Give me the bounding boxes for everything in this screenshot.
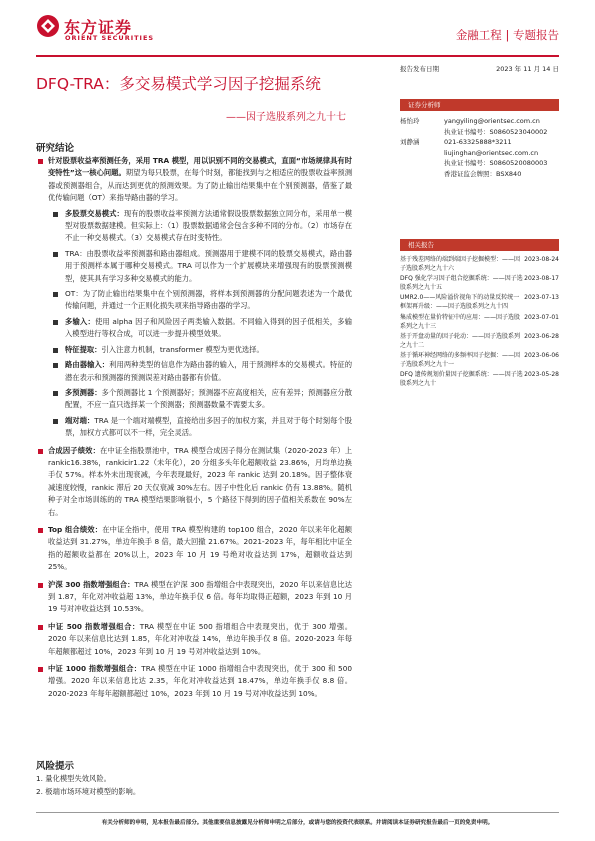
conclusion-subpoint: OT：为了防止输出结果集中在个别预测器，将样本到预测器的分配问题表述为一个最优传输问题，并通过一个正则化损失项来指导路由器的学习。 (36, 288, 352, 313)
report-category: 金融工程 | 专题报告 (455, 28, 559, 42)
related-report-item[interactable]: 基于循环神经网络的多频率因子挖掘：——因子选股系列之九十一 2023-06-06 (400, 351, 559, 368)
analysts-block (400, 116, 559, 180)
analyst-name: 刘静涵 (400, 138, 420, 147)
cert-number: S0860523040002 (489, 127, 548, 136)
related-report-item[interactable]: DFQ 强化学习因子组合挖掘系统：——因子选股系列之九十五 2023-08-17 (400, 275, 559, 292)
conclusion-subpoint: 端对端：TRA 是一个端对端模型，直接给出多因子的加权方案，并且对于每个时刻每个股票，加权方式都可以不一样，完全灵活。 (36, 415, 352, 440)
related-reports-heading: 相关报告 (400, 239, 559, 251)
publish-date: 2023 年 11 月 14 日 (496, 65, 559, 73)
risk-list (36, 773, 140, 798)
risk-item: 2. 极端市场环境对模型的影响。 (36, 786, 141, 796)
conclusion-subpoint: 多预测器：多个预测器比 1 个预测器好；预测器不应高度相关，应有差异；预测器应分散配置，不应一直只选择某一个预测器；预测器数量不需要太多。 (36, 387, 352, 412)
analyst-name: 杨怡玲 (400, 117, 420, 125)
conclusion-paragraph: Top 组合绩效：在中证全指中，使用 TRA 模型构建的 top100 组合，2020 年以来年化超额收益达到 31.27%，单边年换手 8 倍，最大回撤 21.67%。2021-2023 年，每年相比中证全指的超额收益都在 20%以上，2023 年 10 月 19 号绝对收益达到 17%，超额收益达到 25%。 (36, 524, 352, 574)
related-report-item[interactable]: 集成模型在量价特征中的应用：——因子选股系列之九十三 2023-07-01 (400, 313, 559, 330)
conclusion-subpoint: TRA：由股票收益率预测器和路由器组成。预测器用于建模不同的股票交易模式，路由器用于预测样本属于哪种交易模式。TRA 可以作为一个扩展模块来增强现有的股票预测模型，使其具有学习多种交易模式的能力。 (36, 248, 352, 285)
report-subtitle: ——因子选股系列之九十七 (226, 112, 346, 123)
footer-disclaimer: 有关分析师的申明，见本报告最后部分。其他重要信息披露见分析师申明之后部分，或请与您的投资代表联系。并请阅读本证券研究报告最后一页的免责申明。 (101, 820, 494, 826)
related-reports-list (400, 255, 559, 389)
conclusion-subpoint: 多股票交易模式：现有的股票收益率预测方法通常假设股票数据独立同分布，采用单一模型对股票数据建模。但实际上：（1）股票数据通常会包含多种不同的分布。（2）市场存在不止一种交易模式。（3）交易模式存在时变特性。 (36, 208, 352, 245)
conclusion-paragraph: 沪深 300 指数增强组合：TRA 模型在沪深 300 指增组合中表现突出，2020 年以来信息比达到 1.87，年化对冲收益超 13%，单边年换手仅 6 倍。每年均取得正超额，2023 年到 10 月 19 号对冲收益达到 10.53%。 (36, 579, 352, 616)
cert-number: S0860520080003 (489, 159, 548, 168)
analysts-heading: 证券分析师 (400, 99, 559, 111)
conclusion-paragraph: 中证 1000 指数增强组合：TRA 模型在中证 1000 指增组合中表现突出，优于 300 和 500 增强。2020 年以来信息比达 2.35，年化对冲收益达到 18.47%，单边年换手仅 8.8 倍。2020-2023 年每年超额都超过 10%，2023 年到 10 月 19 号对冲收益达到 10%。 (36, 663, 352, 700)
risk-heading: 风险提示 (36, 761, 75, 772)
hk-license-label: 香港证监会牌照： (444, 169, 496, 178)
core-conclusions-heading: 研究结论 (36, 143, 75, 154)
brand-name-en: ORIENT SECURITIES (65, 34, 155, 42)
conclusion-paragraph: 合成因子绩效：在中证全指股票池中，TRA 模型合成因子得分在测试集（2020-2023 年）上 rankic16.38%，rankicir1.22（未年化），20 分组多头年化超额收益 23.86%，月均单边换手仅 57%。样本外未出现衰减，今年表现最好，2023 年 rankic 达到 20.18%。因子整体衰减速度较慢，rankic 滞后 20 天仅衰减 30%左右。因子中性化后 rankic 仍有 13.88%。随机种子对全市场训练的的 TRA 模型结果影响很小，5 个路径下得到的因子值相关系数在 90%左右。 (36, 445, 352, 519)
cert-label: 执业证书编号： (444, 159, 490, 168)
analyst-phone: 021-63325888*3211 (444, 138, 512, 147)
related-report-item[interactable]: DFQ 遗传规划价量因子挖掘系统：——因子选股系列之九十 2023-05-28 (400, 371, 559, 388)
related-report-item[interactable]: UMR2.0——风险溢价视角下的动量反转统一框架再升级：——因子选股系列之九十四 2023-07-13 (400, 294, 559, 311)
conclusion-paragraph: 中证 500 指数增强组合：TRA 模型在中证 500 指增组合中表现突出，优于 300 增强。2020 年以来信息比达到 1.85，年化对冲收益 14%，单边年换手仅 8 倍。2020-2023 年每年超额都超过 10%，2023 年到 10 月 19 号对冲收益达到 10%。 (36, 621, 352, 658)
cert-label: 执业证书编号： (444, 127, 490, 136)
conclusion-subpoint: 特征提取：引入注意力机制，transformer 模型为更优选择。 (36, 344, 352, 356)
core-conclusions-body (36, 155, 352, 700)
conclusion-subpoint: 路由器输入：利用两种类型的信息作为路由器的输入，用于预测样本的交易模式。特征的潜在表示和预测器的预测误差对路由器都有价值。 (36, 359, 352, 384)
hk-license-number: BSX840 (496, 169, 522, 178)
analyst-email[interactable]: liujinghan@orientsec.com.cn (444, 148, 539, 157)
risk-item: 1. 量化模型失效风险。 (36, 774, 111, 783)
report-title: DFQ-TRA：多交易模式学习因子挖掘系统 (36, 75, 321, 93)
orient-securities-logo-icon (36, 14, 60, 38)
conclusion-subpoint: 多输入：使用 alpha 因子和风险因子两类输入数据。不同输入得到的因子低相关，多输入模型进行等权合成，可以进一步提升模型效果。 (36, 316, 352, 341)
related-report-item[interactable]: 基于残差网络的端到端因子挖掘模型：——因子选股系列之九十六 2023-08-24 (400, 256, 559, 272)
conclusion-paragraph: 针对股票收益率预测任务，采用 TRA 模型，用以识别不同的交易模式，直面“市场规律具有时变特性”这一核心问题。期望为每只股票，在每个时刻，都能找到与之相适应的股票收益率预测器或预测器组合，从而达到更优的预测效果。为了防止输出结果集中在个别预测器，借鉴了最优传输问题（OT）来指导路由器的学习。 (36, 155, 352, 205)
analyst-email[interactable]: yangyiling@orientsec.com.cn (444, 117, 540, 125)
header-divider (36, 55, 559, 57)
footer-divider (36, 812, 559, 813)
related-report-item[interactable]: 基于开盘动量的因子轮动：——因子选股系列之九十二 2023-06-28 (400, 332, 559, 349)
publish-date-label: 报告发布日期 (400, 65, 439, 73)
brand-name-cn: 东方证券 (64, 18, 133, 37)
